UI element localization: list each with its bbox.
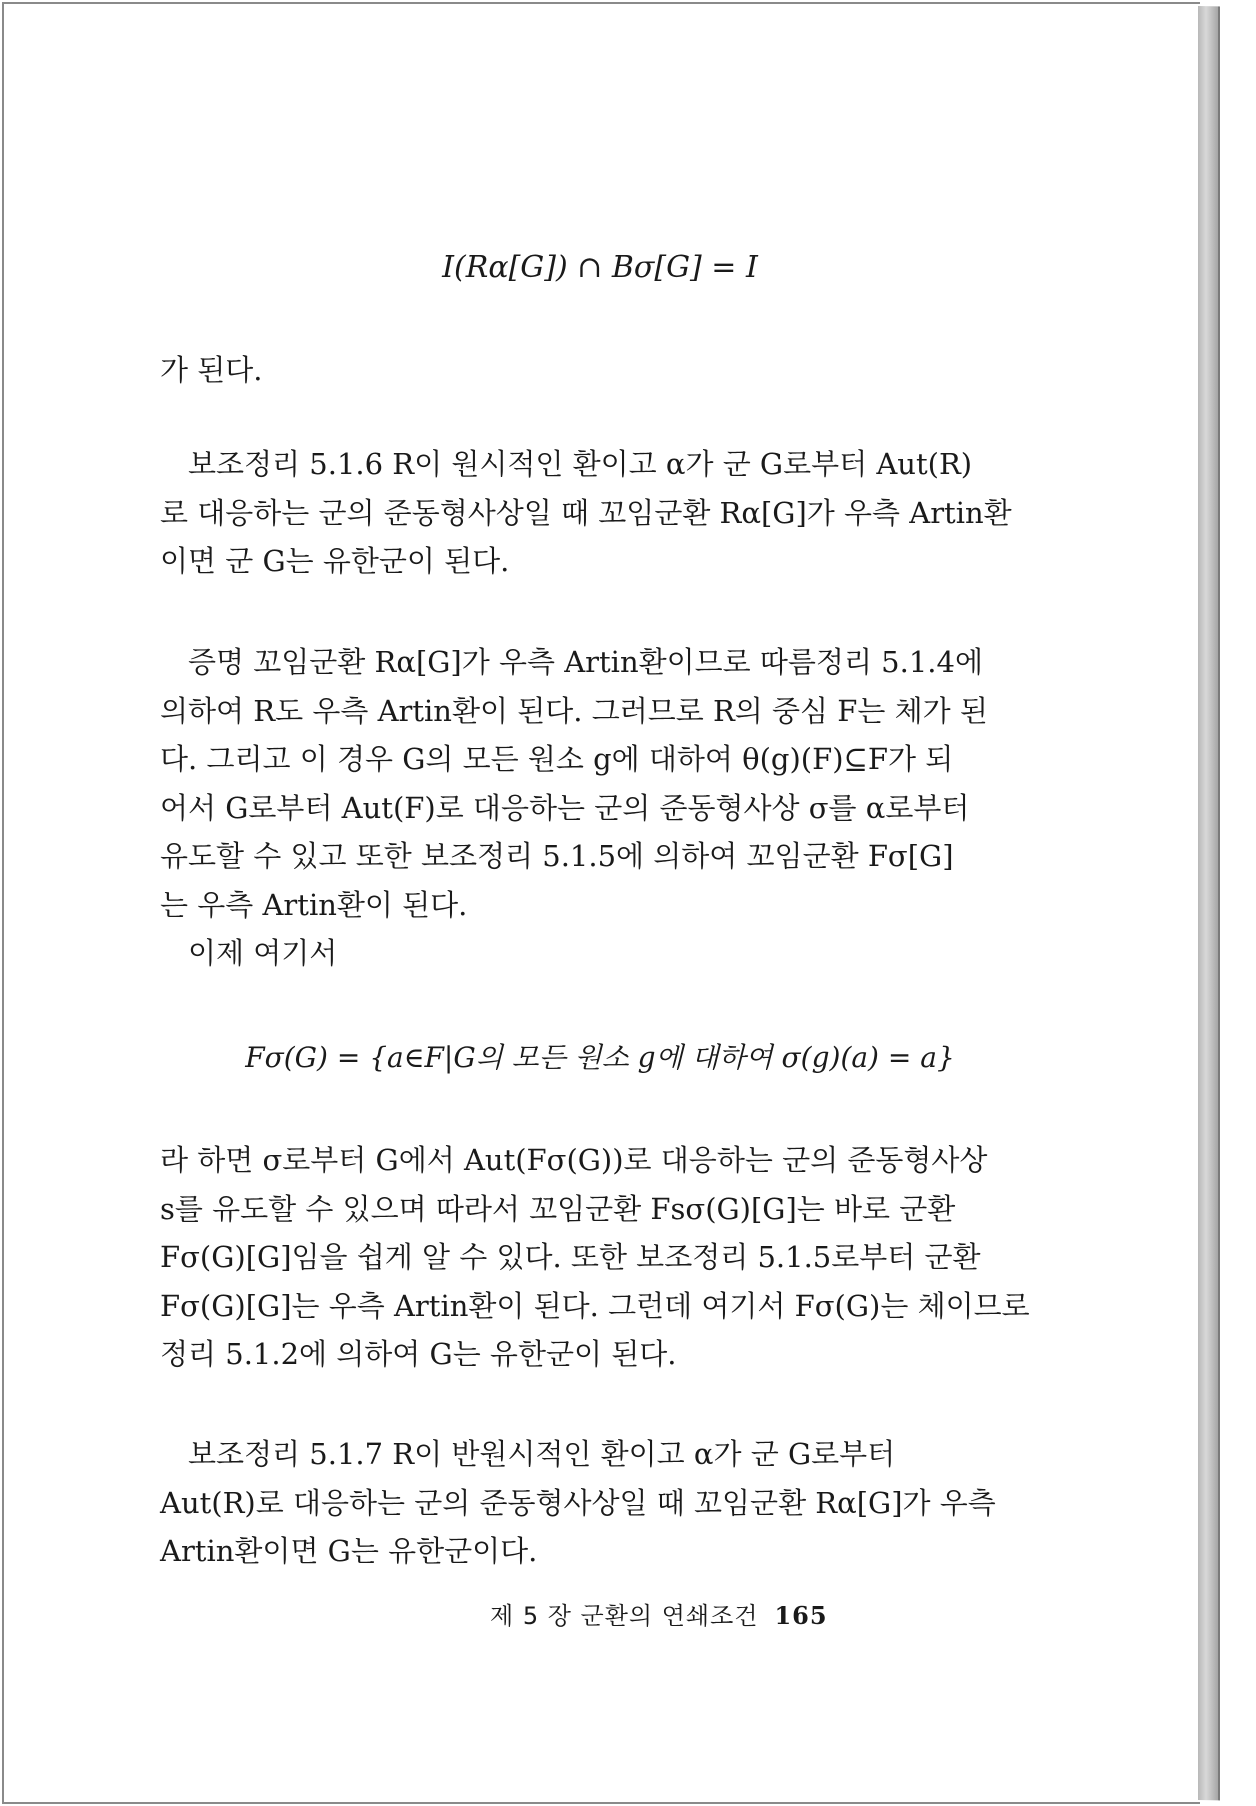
lemma-5-1-6-line: 보조정리 5.1.6 R이 원시적인 환이고 α가 군 G로부터 Aut(R) — [188, 447, 973, 481]
proof-line: 다. 그리고 이 경우 G의 모든 원소 g에 대하여 θ(g)(F)⊆F가 되 — [160, 742, 954, 776]
page-number: 165 — [774, 1601, 828, 1630]
paragraph-3-line: Fσ(G)[G]임을 쉽게 알 수 있다. 또한 보조정리 5.1.5로부터 군환 — [160, 1240, 981, 1274]
lemma-5-1-7 — [160, 1430, 1022, 1576]
page-edge-shadow — [1198, 6, 1220, 1800]
proof-line: 어서 G로부터 Aut(F)로 대응하는 군의 준동형사상 σ를 α로부터 — [160, 790, 970, 825]
lemma-5-1-6 — [160, 440, 1022, 586]
proof — [160, 638, 1022, 978]
lemma-5-1-7-line: Artin환이면 G는 유한군이다. — [160, 1534, 538, 1568]
proof-line: 는 우측 Artin환이 된다. — [160, 887, 468, 922]
lemma-5-1-7-line: Aut(R)로 대응하는 군의 준동형사상일 때 꼬임군환 Rα[G]가 우측 — [160, 1485, 996, 1520]
paragraph-3 — [160, 1136, 1030, 1379]
running-footer — [490, 1596, 828, 1631]
lemma-5-1-7-line: 보조정리 5.1.7 R이 반원시적인 환이고 α가 군 G로부터 — [188, 1437, 896, 1471]
paragraph-3-line: 정리 5.1.2에 의하여 G는 유한군이 된다. — [160, 1337, 677, 1371]
paragraph-3-line: s를 유도할 수 있으며 따라서 꼬임군환 Fsσ(G)[G]는 바로 군환 — [160, 1191, 956, 1226]
equation-1: I(Rα[G]) ∩ Bσ[G] = I — [442, 250, 758, 285]
proof-line: 유도할 수 있고 또한 보조정리 5.1.5에 의하여 꼬임군환 Fσ[G] — [160, 839, 954, 873]
chapter-title: 제 5 장 군환의 연쇄조건 — [490, 1602, 759, 1630]
proof-line: 이제 여기서 — [188, 936, 338, 970]
paragraph-3-line: 라 하면 σ로부터 G에서 Aut(Fσ(G))로 대응하는 군의 준동형사상 — [160, 1143, 988, 1177]
lemma-5-1-6-line: 이면 군 G는 유한군이 된다. — [160, 544, 510, 578]
lemma-5-1-6-line: 로 대응하는 군의 준동형사상일 때 꼬임군환 Rα[G]가 우측 Artin환 — [160, 495, 1012, 530]
proof-line: 의하여 R도 우측 Artin환이 된다. 그러므로 R의 중심 F는 체가 된 — [160, 693, 988, 728]
proof-line: 증명 꼬임군환 Rα[G]가 우측 Artin환이므로 따름정리 5.1.4에 — [188, 645, 983, 679]
paragraph-3-line: Fσ(G)[G]는 우측 Artin환이 된다. 그런데 여기서 Fσ(G)는 체이므로 — [160, 1288, 1030, 1323]
paragraph-ga-doenda: 가 된다. — [160, 353, 263, 387]
equation-2: Fσ(G) = {a∈F|G의 모든 원소 g에 대하여 σ(g)(a) = a} — [245, 1041, 955, 1074]
